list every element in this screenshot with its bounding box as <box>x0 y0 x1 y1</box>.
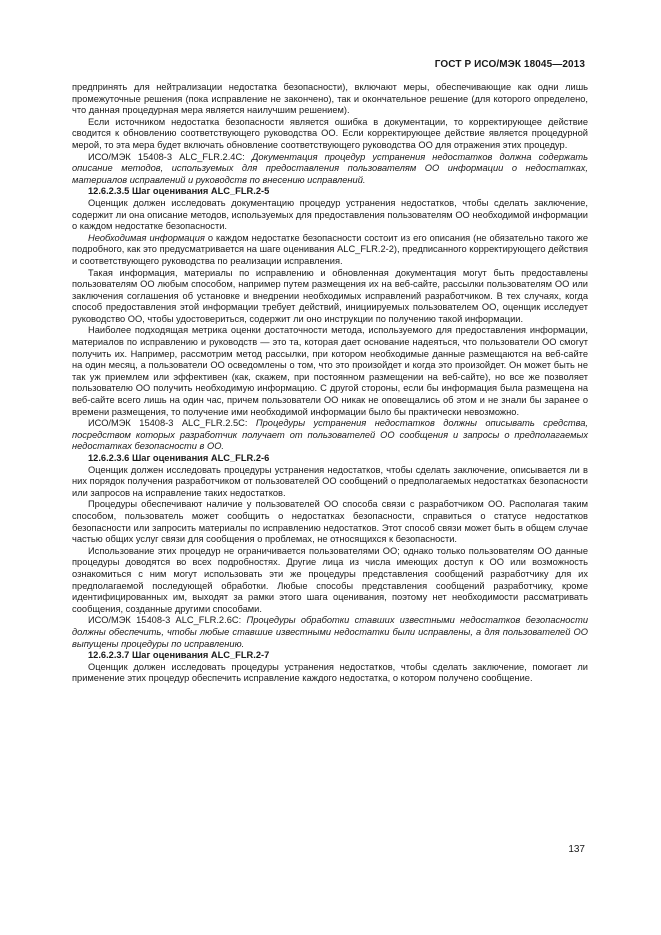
requirement-ref: ИСО/МЭК 15408-3 ALC_FLR.2.5C: <box>88 418 256 429</box>
requirement-ref: ИСО/МЭК 15408-3 ALC_FLR.2.6C: <box>88 615 247 626</box>
section-heading <box>72 650 588 662</box>
requirement-text: Процедуры обработки ставших известными недостатков безопасности должны обеспечить, чтобы любые ставшие известными недостатки были исправлены, а для пользователей ОО выпущены процедуры по исправлению. <box>72 615 588 649</box>
heading-text: 12.6.2.3.6 Шаг оценивания ALC_FLR.2-6 <box>88 453 270 463</box>
heading-text: 12.6.2.3.7 Шаг оценивания ALC_FLR.2-7 <box>88 650 270 661</box>
paragraph-text: Оценщик должен исследовать процедуры устранения недостатков, чтобы сделать заключение, описывается ли в них порядок получения разработчиком от пользователей ОО сообщений о предполагаемых недостатках безопасности или запросов на исправление таких недостатков. <box>72 464 588 498</box>
page-number: 137 <box>568 844 585 855</box>
requirement-quote <box>72 152 588 187</box>
body-paragraph <box>72 82 588 117</box>
body-paragraph <box>72 499 588 545</box>
document-body <box>72 82 588 685</box>
body-paragraph <box>72 662 588 685</box>
requirement-ref: ИСО/МЭК 15408-3 ALC_FLR.2.4C: <box>88 151 252 162</box>
paragraph-text: Оценщик должен исследовать документацию процедур устранения недостатков, чтобы сделать заключение, содержит ли она описание методов, используемых для предоставления пользователям ОО необходимой информации о каждом недостатке безопасности. <box>72 197 588 232</box>
paragraph-text: Наиболее подходящая метрика оценки достаточности метода, используемого для предоставления информации, материалов по исправлению и руководств — это та, которая дает основание надеяться, что пользователи ОО смогут получить их. Например, рассмотрим метод рассылки, при котором необходимые данные размещаются на веб-сайте на один месяц, а пользователи ОО осведомлены о том, что это произойдет и когда это произойдет. Он может быть не так уж приемлем или эффективен (как, скажем, при постоянном размещении на веб-сайте), но все же позволяет пользователю ОО получить необходимую информацию. С другой стороны, если бы информация была размещена на веб-сайте всего лишь на один час, причем пользователи ОО никак не оповещались об этом и не знали бы заранее о времени размещения, то получение ими необходимой информации было бы практически невозможно. <box>72 325 588 417</box>
body-paragraph <box>72 233 588 268</box>
section-heading <box>72 186 588 198</box>
paragraph-text: Такая информация, материалы по исправлению и обновленная документация могут быть предоставлены пользователям ОО любым способом, например путем размещения их на веб-сайте, рассылки пользователям ОО или заключения соглашения об установке и внедрении необходимых исправлений разработчиком. В тех случаях, когда способ предоставления этой информации требует действий, инициируемых пользователем ОО, оценщик исследует руководство ОО, чтобы удостовериться, содержит ли оно инструкции по получению такой информации. <box>72 267 588 324</box>
paragraph-text: Оценщик должен исследовать процедуры устранения недостатков, чтобы сделать заключение, помогает ли применение этих процедур обеспечить исправление каждого недостатка, о котором получено сообщение. <box>72 661 588 684</box>
requirement-text: Документация процедур устранения недостатков должна содержать описание методов, используемых для предоставления пользователям ОО информации о недостатках, материалов исправлений и руководств по внесению исправлений. <box>72 151 589 185</box>
term-italic: Необходимая информация <box>88 232 205 243</box>
paragraph-text: Если источником недостатка безопасности является ошибка в документации, то корректирующее действие сводится к обновлению соответствующего руководства ОО. Если корректирующее действие является процедурной мерой, то эта мера будет включать обновление соответствующего руководства ОО для отражения этих процедур. <box>72 116 588 150</box>
standard-header: ГОСТ Р ИСО/МЭК 18045—2013 <box>434 59 585 70</box>
paragraph-text: Процедуры обеспечивают наличие у пользователей ОО способа связи с разработчиком ОО. Располагая таким способом, пользователь может сообщить о недостатках безопасности, справиться о статусе недостатков безопасности или запросить материалы по исправлению недостатков. Этот способ связи может быть в общем случае частью общих услуг связи для сообщения о проблемах, не относящихся к безопасности. <box>72 499 588 545</box>
requirement-text: Процедуры устранения недостатков должны описывать средства, посредством которых разработчик получает от пользователей ОО сообщения и запросы о предполагаемых недостатках безопасности в ОО. <box>72 418 588 452</box>
body-paragraph <box>72 117 588 152</box>
heading-text: 12.6.2.3.5 Шаг оценивания ALC_FLR.2-5 <box>88 186 270 197</box>
paragraph-text: о каждом недостатке безопасности состоит из его описания (не обязательно такого же подробного, как это предусматривается на шаге оценивания ALC_FLR.2-2), предписанного корректирующего действия и соответствующего руководства по реализации исправления. <box>72 232 588 266</box>
body-paragraph <box>72 198 588 233</box>
body-paragraph <box>72 268 588 326</box>
requirement-quote <box>72 615 588 650</box>
body-paragraph <box>72 325 588 418</box>
body-paragraph <box>72 546 588 616</box>
requirement-quote <box>72 418 588 453</box>
section-heading <box>72 453 588 465</box>
paragraph-text: Использование этих процедур не ограничивается пользователями ОО; однако только пользователям ОО данные процедуры доводятся во всех подробностях. Другие лица из числа имеющих доступ к ОО или возможность ознакомиться с ним могут использовать эти же процедуры представления сообщений разработчику для их предполагаемой последующей обработки. Любые способы представления сообщений разработчику, кроме идентифицированных им, выходят за рамки этого шага оценивания, поэтому нет необходимости рассматривать сообщения, созданные другими способами. <box>72 545 588 614</box>
body-paragraph <box>72 465 588 500</box>
paragraph-text: предпринять для нейтрализации недостатка безопасности), включают меры, обеспечивающие как одни лишь промежуточные решения (пока исправление не закончено), так и окончательное решение (для которого определено, что данная процедурная мера является наилучшим решением). <box>72 82 588 116</box>
